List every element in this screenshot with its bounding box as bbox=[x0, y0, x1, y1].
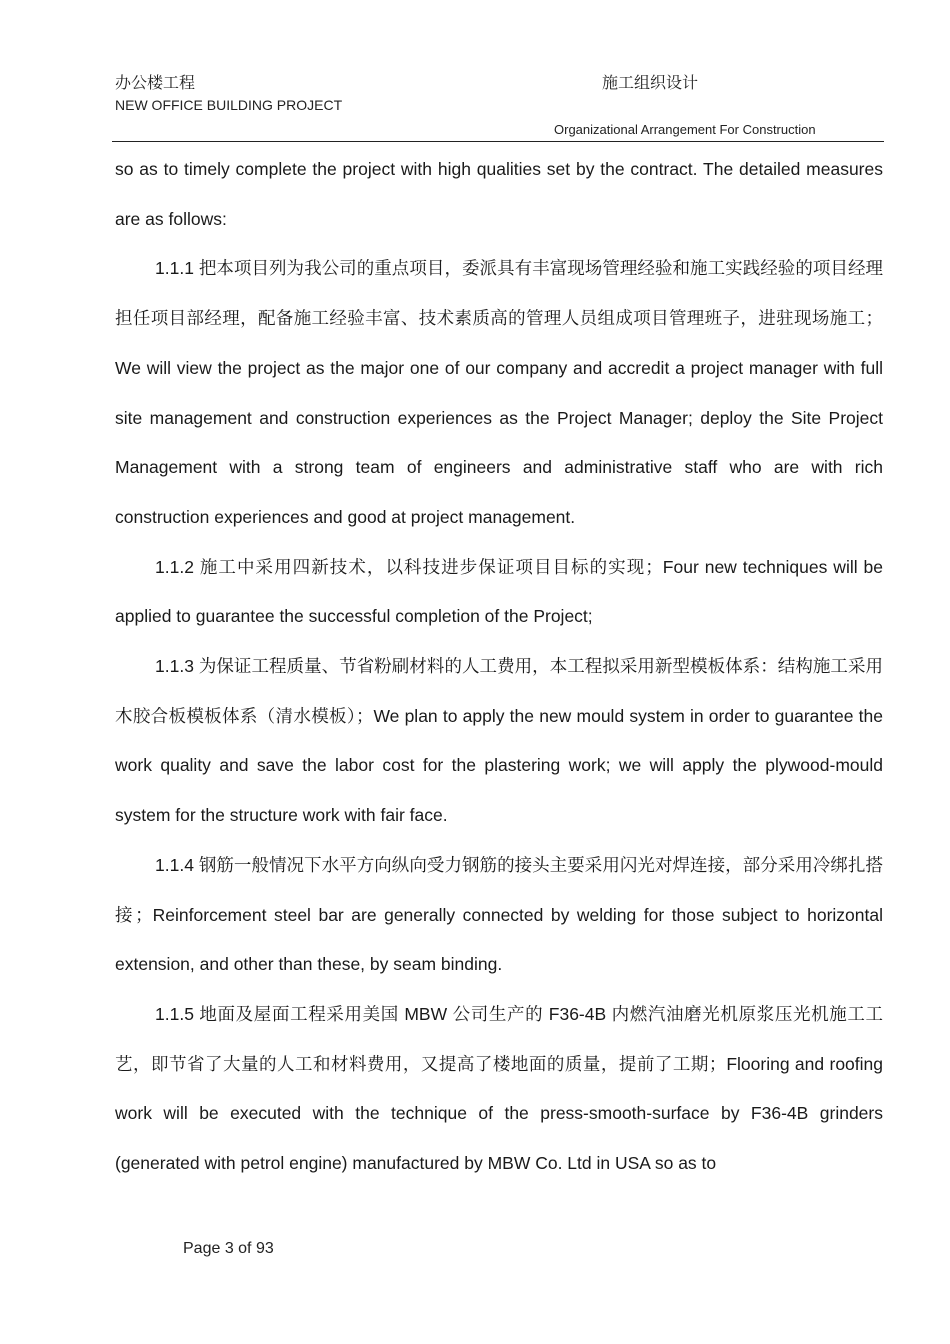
header-project-name-en: NEW OFFICE BUILDING PROJECT bbox=[115, 97, 343, 113]
paragraph-1-1-2: 1.1.2 施工中采用四新技术，以科技进步保证项目目标的实现；Four new techniques will be applied to guarantee the successful completion of the Project; bbox=[115, 556, 883, 627]
paragraph-1-1-5: 1.1.5 地面及屋面工程采用美国 MBW 公司生产的 F36-4B 内燃汽油磨光机原浆压光机施工工艺，即节省了大量的人工和材料费用，又提高了楼地面的质量，提前了工期；Flooring and roofing work will be executed with the technique of the press-smooth-surface by F36-4B grinders (generated with petrol engine) manufactured by MBW Co. Ltd in USA so as to bbox=[115, 1003, 883, 1174]
paragraph-1-1-4: 1.1.4 钢筋一般情况下水平方向纵向受力钢筋的接头主要采用闪光对焊连接，部分采用冷绑扎搭接；Reinforcement steel bar are generally connected by welding for those subject to horizontal extension, and other than these, by seam binding. bbox=[115, 854, 883, 975]
paragraph-1-1-1: 1.1.1 把本项目列为我公司的重点项目，委派具有丰富现场管理经验和施工实践经验的项目经理担任项目部经理，配备施工经验丰富、技术素质高的管理人员组成项目管理班子，进驻现场施工；We will view the project as the major one of our company and accredit a project manager with full site management and construction experiences as the Project Manager; deploy the Site Project Management with a strong team of engineers and administrative staff who are with rich construction experiences and good at project management. bbox=[115, 258, 883, 527]
document-body bbox=[115, 145, 883, 1189]
paragraph-1-1-3: 1.1.3 为保证工程质量、节省粉刷材料的人工费用，本工程拟采用新型模板体系：结构施工采用木胶合板模板体系（清水模板）；We plan to apply the new mould system in order to guarantee the work quality and save the labor cost for the plastering work; we will apply the plywood-mould system for the structure work with fair face. bbox=[115, 656, 883, 826]
paragraph-continuation: so as to timely complete the project with high qualities set by the contract. The detailed measures are as follows: bbox=[115, 159, 883, 229]
header-doc-title-cn: 施工组织设计 bbox=[602, 75, 699, 92]
header-divider bbox=[112, 141, 884, 142]
header-project-name-cn: 办公楼工程 bbox=[115, 75, 196, 92]
page-number: Page 3 of 93 bbox=[183, 1240, 274, 1257]
header-doc-title-en: Organizational Arrangement For Construction bbox=[554, 122, 816, 137]
